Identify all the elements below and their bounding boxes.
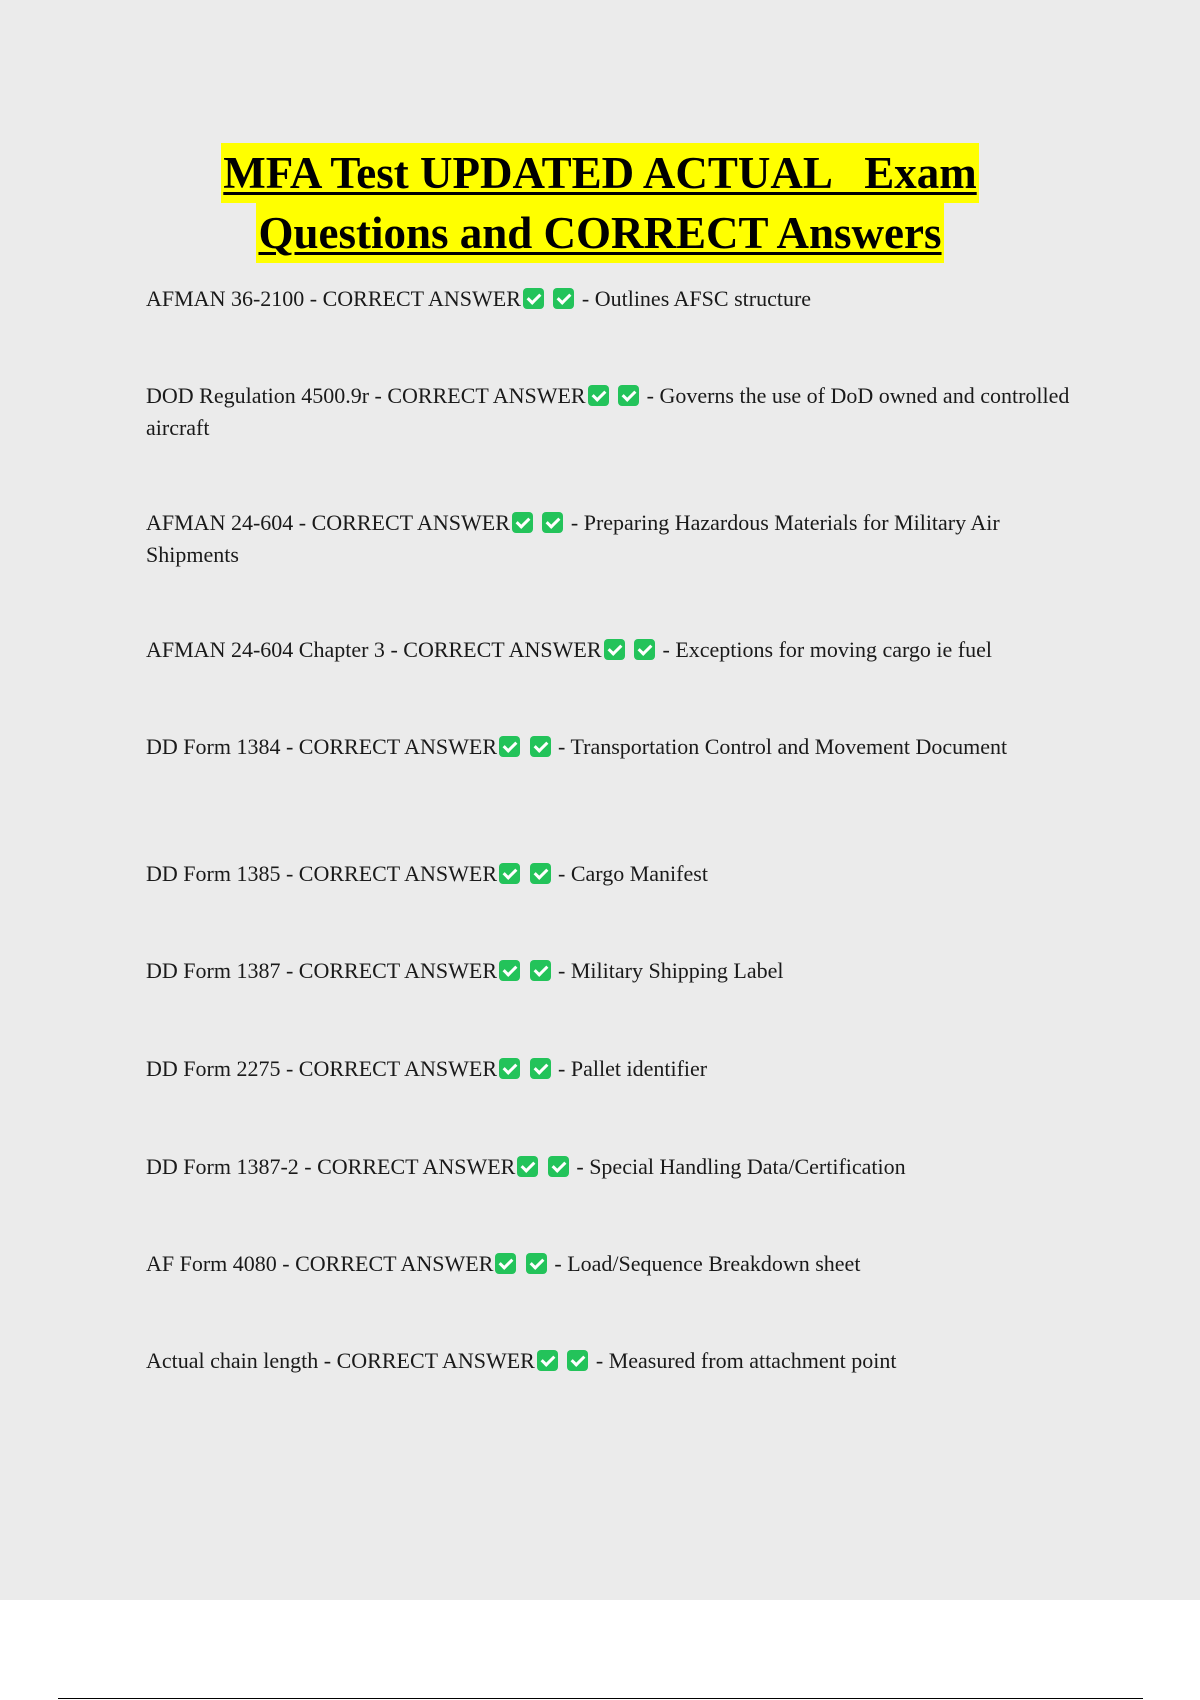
page-divider <box>58 1698 1143 1699</box>
check-icon <box>567 1350 588 1371</box>
entry-definition: Governs the use of DoD owned and controlled aircraft <box>146 383 1070 440</box>
check-icon <box>548 1156 569 1177</box>
answer-marker: CORRECT ANSWER <box>387 383 586 408</box>
entry-term: DD Form 2275 <box>146 1056 281 1081</box>
qa-entry: DD Form 1385 - CORRECT ANSWER - Cargo Manifest <box>146 861 708 886</box>
check-icon <box>588 385 609 406</box>
answer-marker: CORRECT ANSWER <box>311 510 510 535</box>
check-icon <box>542 512 563 533</box>
entry-definition: Cargo Manifest <box>570 861 708 886</box>
check-icon <box>512 512 533 533</box>
entry-definition: Military Shipping Label <box>570 958 784 983</box>
title-line-1: MFA Test UPDATED ACTUAL Exam <box>221 143 978 203</box>
answer-marker: CORRECT ANSWER <box>298 958 498 983</box>
entry-definition: Exceptions for moving cargo ie fuel <box>675 637 993 662</box>
qa-entry: DD Form 1387-2 - CORRECT ANSWER - Special Handling Data/Certification <box>146 1154 906 1179</box>
entry-definition: Transportation Control and Movement Document <box>570 734 1008 759</box>
entry-term: DD Form 1385 <box>146 861 281 886</box>
entry-term: AFMAN 24-604 Chapter 3 <box>146 637 385 662</box>
entry-definition: Load/Sequence Breakdown sheet <box>567 1251 861 1276</box>
entry-term: AFMAN 36-2100 <box>146 286 305 311</box>
check-icon <box>523 288 544 309</box>
entry-term: DOD Regulation 4500.9r <box>146 383 370 408</box>
qa-entry: AFMAN 36-2100 - CORRECT ANSWER - Outlines AFSC structure <box>146 286 812 311</box>
entry-term: AF Form 4080 <box>146 1251 277 1276</box>
check-icon <box>499 1058 520 1079</box>
answer-marker: CORRECT ANSWER <box>298 861 498 886</box>
entry-term: Actual chain length <box>146 1348 319 1373</box>
qa-entry: AF Form 4080 - CORRECT ANSWER - Load/Sequence Breakdown sheet <box>146 1251 861 1276</box>
entry-term: DD Form 1384 <box>146 734 281 759</box>
qa-entry: DD Form 1387 - CORRECT ANSWER - Military Shipping Label <box>146 958 784 983</box>
entry-term: DD Form 1387-2 <box>146 1154 299 1179</box>
answer-marker: CORRECT ANSWER <box>403 637 602 662</box>
qa-entry: DD Form 2275 - CORRECT ANSWER - Pallet identifier <box>146 1056 708 1081</box>
check-icon <box>495 1253 516 1274</box>
qa-entry: AFMAN 24-604 Chapter 3 - CORRECT ANSWER - Exceptions for moving cargo ie fuel <box>146 637 993 662</box>
qa-entry: AFMAN 24-604 - CORRECT ANSWER - Preparing Hazardous Materials for Military Air Shipments <box>146 510 1000 567</box>
entry-definition: Pallet identifier <box>570 1056 708 1081</box>
check-icon <box>604 639 625 660</box>
check-icon <box>530 863 551 884</box>
entry-term: AFMAN 24-604 <box>146 510 294 535</box>
answer-marker: CORRECT ANSWER <box>295 1251 494 1276</box>
document-title <box>0 143 1200 263</box>
check-icon <box>517 1156 538 1177</box>
entry-definition: Measured from attachment point <box>608 1348 897 1373</box>
check-icon <box>634 639 655 660</box>
check-icon <box>526 1253 547 1274</box>
entry-definition: Special Handling Data/Certification <box>589 1154 906 1179</box>
answer-marker: CORRECT ANSWER <box>298 1056 498 1081</box>
qa-entry: Actual chain length - CORRECT ANSWER - Measured from attachment point <box>146 1348 897 1373</box>
check-icon <box>499 736 520 757</box>
qa-entry: DD Form 1384 - CORRECT ANSWER - Transportation Control and Movement Document <box>146 734 1008 759</box>
check-icon <box>530 960 551 981</box>
check-icon <box>530 736 551 757</box>
title-line-2: Questions and CORRECT Answers <box>256 203 943 263</box>
entry-definition: Outlines AFSC structure <box>594 286 812 311</box>
entry-term: DD Form 1387 <box>146 958 281 983</box>
entry-definition: Preparing Hazardous Materials for Military Air Shipments <box>146 510 1000 567</box>
check-icon <box>499 960 520 981</box>
check-icon <box>618 385 639 406</box>
check-icon <box>553 288 574 309</box>
check-icon <box>499 863 520 884</box>
check-icon <box>530 1058 551 1079</box>
answer-marker: CORRECT ANSWER <box>322 286 521 311</box>
answer-marker: CORRECT ANSWER <box>298 734 498 759</box>
answer-marker: CORRECT ANSWER <box>317 1154 516 1179</box>
check-icon <box>537 1350 558 1371</box>
answer-marker: CORRECT ANSWER <box>336 1348 535 1373</box>
qa-entry: DOD Regulation 4500.9r - CORRECT ANSWER - Governs the use of DoD owned and controlled aircraft <box>146 383 1070 440</box>
